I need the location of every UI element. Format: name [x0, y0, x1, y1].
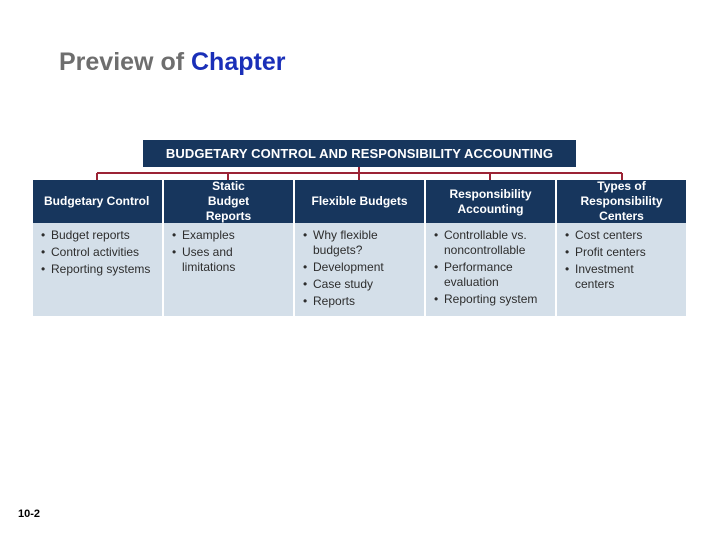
item-list — [172, 228, 293, 275]
list-item: • Case study — [303, 277, 394, 292]
list-item: • Reports — [303, 294, 394, 309]
list-item: • Examples — [172, 228, 241, 243]
column-body — [33, 223, 162, 316]
item-list — [565, 228, 686, 292]
list-item: • Why flexible budgets? — [303, 228, 394, 258]
list-item: • Performance evaluation — [434, 260, 547, 290]
column-title: Flexible Budgets — [295, 180, 424, 223]
diagram-header: BUDGETARY CONTROL AND RESPONSIBILITY ACCOUNTING — [143, 140, 576, 167]
column-budgetary-control — [33, 180, 162, 316]
column-title: Responsibility Accounting — [426, 180, 555, 223]
column-types-of-responsibility-centers — [557, 180, 686, 316]
item-list — [41, 228, 162, 277]
column-body — [295, 223, 424, 316]
column-static-budget-reports — [164, 180, 293, 316]
column-title: Types of Responsibility Centers — [557, 180, 686, 223]
list-item: • Uses and limitations — [172, 245, 241, 275]
column-title: Budgetary Control — [33, 180, 162, 223]
slide-number: 10-2 — [18, 508, 41, 520]
list-item: • Investment centers — [565, 262, 652, 292]
item-list — [434, 228, 555, 307]
list-item: • Budget reports — [41, 228, 162, 243]
column-flexible-budgets — [295, 180, 424, 316]
column-body — [164, 223, 293, 316]
list-item: • Controllable vs. noncontrollable — [434, 228, 547, 258]
column-responsibility-accounting — [426, 180, 555, 316]
column-title: Static Budget Reports — [164, 180, 293, 223]
list-item: • Cost centers — [565, 228, 652, 243]
column-body — [426, 223, 555, 316]
slide-title-prefix: Preview of — [59, 48, 191, 76]
column-body — [557, 223, 686, 316]
list-item: • Reporting system — [434, 292, 547, 307]
list-item: • Profit centers — [565, 245, 652, 260]
list-item: • Control activities — [41, 245, 162, 260]
list-item: • Development — [303, 260, 394, 275]
slide-title-accent: Chapter — [191, 48, 286, 76]
list-item: • Reporting systems — [41, 262, 162, 277]
item-list — [303, 228, 424, 309]
